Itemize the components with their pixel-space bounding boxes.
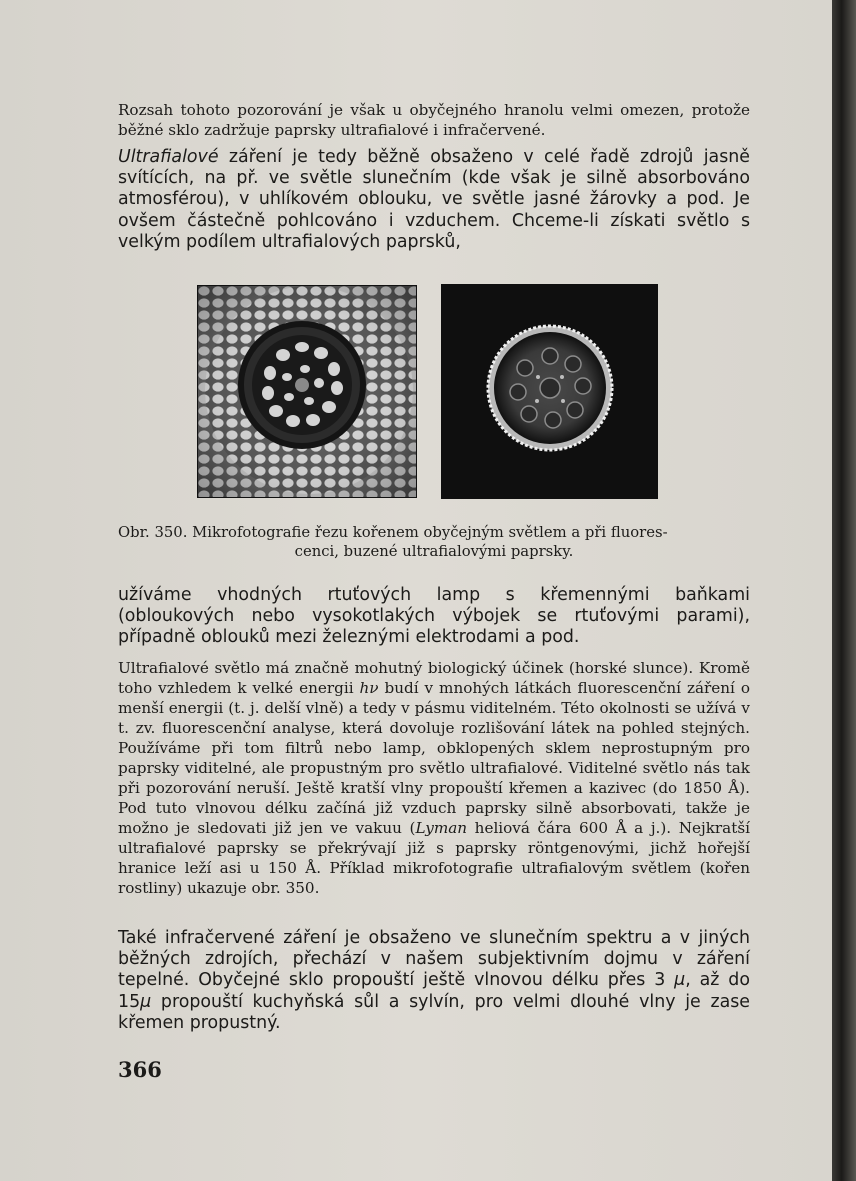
paragraph-intro: Rozsah tohoto pozorování je však u obyčejného hranolu velmi omezen, protože běžné sklo zadržuje paprsky ultrafialové i infračervené. <box>118 101 750 139</box>
photo-ordinary-light <box>197 285 417 498</box>
paragraph-infrared <box>118 928 750 1034</box>
symbol-mu-2: μ <box>140 991 152 1012</box>
symbol-mu-1: μ <box>674 970 686 991</box>
symbol-h-nu: hν <box>359 679 379 697</box>
page-number: 366 <box>118 1057 162 1082</box>
paragraph-biological-effect-a: Ultrafialové světlo má značně mohutný biologický účinek (horské slunce). Kromě toho vzhledem k velké energii <box>118 659 750 697</box>
paragraph-infrared-a: Také infračervené záření je obsaženo ve slunečním spektru a v jiných běžných zdrojích, přechází v našem subjektivním dojmu v záření tepelné. Obyčejné sklo propouští ještě vlnovou délku přes 3 <box>118 928 750 991</box>
paragraph-infrared-b: , až do 15 <box>118 970 750 1012</box>
figure-caption <box>118 523 750 561</box>
paragraph-mercury-lamps: užíváme vhodných rtuťových lamp s křemennými baňkami (obloukových nebo vysokotlakých výbojek se rtuťovými parami), případně oblouků mezi železnými elektrodami a pod. <box>118 585 750 648</box>
paragraph-ultraviolet-sources <box>118 147 750 253</box>
caption-line-1: Obr. 350. Mikrofotografie řezu kořenem obyčejným světlem a při fluores- <box>118 524 668 541</box>
photo-uv-fluorescence <box>441 284 658 499</box>
caption-line-2: cenci, buzené ultrafialovými paprsky. <box>294 543 574 560</box>
page-binding-edge <box>832 0 856 1181</box>
paragraph-biological-effect-c: heliová čára 600 Å a j.). Nejkratší ultrafialové paprsky se překrývají již s paprsky röntgenovými, jichž hořejší hranice leží asi u 150 Å. Příklad mikrofotografie ultrafialovým světlem (kořen rostliny) ukazuje obr. 350. <box>118 819 750 897</box>
paragraph-infrared-c: propouští kuchyňská sůl a sylvín, pro velmi dlouhé vlny je zase křemen propustný. <box>118 991 750 1033</box>
paragraph-biological-effect <box>118 658 750 898</box>
paragraph-ultraviolet-sources-text: záření je tedy běžně obsaženo v celé řadě zdrojů jasně svítících, na př. ve světle slunečním (kde však je silně absorbováno atmosférou), v uhlíkovém oblouku, ve světle jasné žárovky a pod. Je ovšem částečně pohlcováno i vzduchem. Chceme-li získati světlo s velkým podílem ultrafialových paprsků, <box>118 147 750 252</box>
term-ultraviolet: Ultrafialové <box>118 147 219 167</box>
name-lyman: Lyman <box>415 819 468 837</box>
paragraph-biological-effect-b: budí v mnohých látkách fluorescenční záření o menší energii (t. j. delší vlně) a tedy v pásmu viditelném. Této okolnosti se užívá v t. zv. fluorescenční analyse, která dovoluje rozlišování látek na pohled stejných. Používáme při tom filtrů nebo lamp, obklopených sklem neprostupným pro paprsky viditelné, ale propustným pro světlo ultrafialové. Viditelné světlo nás tak při pozorování neruší. Ještě kratší vlny propouští křemen a kazivec (do 1850 Å). Pod tuto vlnovou délku začíná již vzduch paprsky silně absorbovati, takže je možno je sledovati již jen ve vakuu ( <box>118 679 750 837</box>
